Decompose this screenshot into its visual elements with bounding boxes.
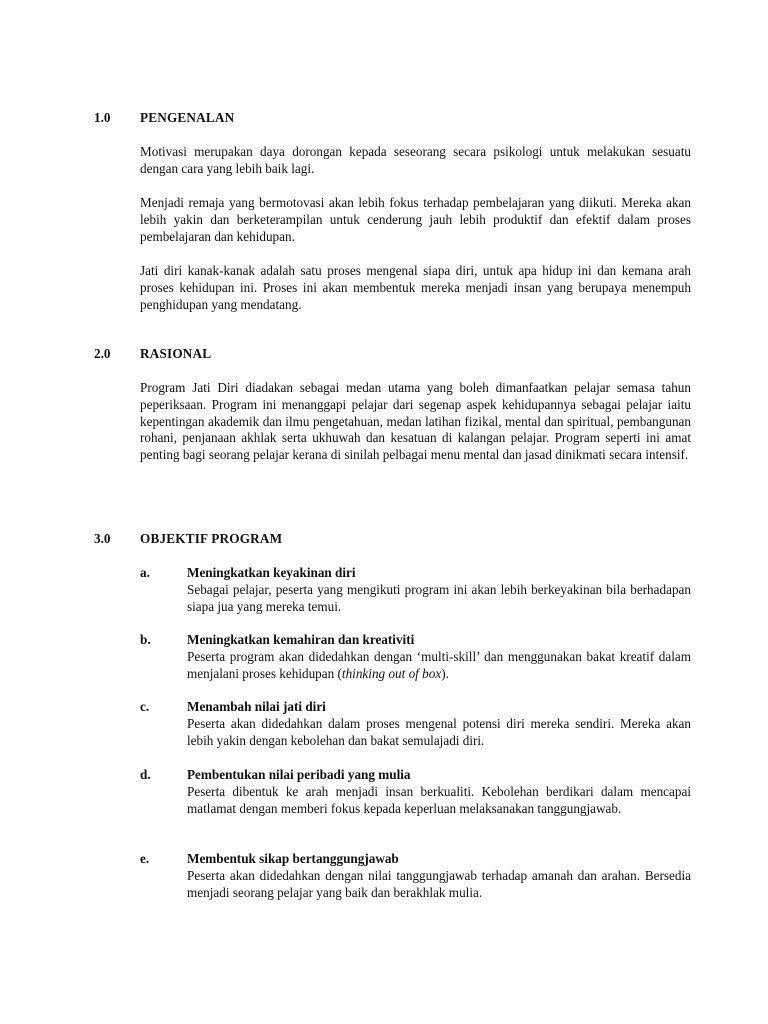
item-body: Peserta dibentuk ke arah menjadi insan berkualiti. Kebolehan berdikari dalam mencapai matlamat dengan memberi fokus kepada keperluan melaksanakan tanggungjawab. xyxy=(187,784,691,816)
item-body-end: ). xyxy=(441,665,449,681)
paragraph: Jati diri kanak-kanak adalah satu proses mengenal siapa diri, untuk apa hidup ini dan kemana arah proses kehidupan ini. Proses ini akan membentuk mereka menjadi insan yang berupaya menempuh penghidupan yang mendatang. xyxy=(140,263,691,312)
item-letter: c. xyxy=(140,699,150,714)
item-title: Menambah nilai jati diri xyxy=(187,699,326,714)
item-body-text: Peserta program akan didedahkan dengan ‘multi-skill’ dan menggunakan bakat kreatif dalam menjalani proses kehidupan ( xyxy=(187,649,691,681)
item-body xyxy=(187,649,691,683)
item-body: Peserta akan didedahkan dalam proses mengenal potensi diri mereka sendiri. Mereka akan lebih yakin dengan kebolehan dan bakat semulajadi diri. xyxy=(187,716,691,748)
item-letter: a. xyxy=(140,565,150,580)
section-title: OBJEKTIF PROGRAM xyxy=(140,531,283,546)
item-title: Meningkatkan kemahiran dan kreativiti xyxy=(187,632,415,647)
item-body: Peserta akan didedahkan dengan nilai tanggungjawab terhadap amanah dan arahan. Bersedia menjadi seorang pelajar yang baik dan berakhlak mulia. xyxy=(187,868,691,900)
paragraph: Program Jati Diri diadakan sebagai medan utama yang boleh dimanfaatkan pelajar semasa tahun peperiksaan. Program ini menanggapi pelajar dari segenap aspek kehidupannya sebagai pelajar iaitu kepentingan akademik dan ilmu pengetahuan, medan latihan fizikal, mental dan spiritual, pembangunan rohani, penjanaan akhlak serta ukhuwah dan kesatuan di kalangan pelajar. Program seperti ini amat penting bagi seorang pelajar kerana di sinilah pelbagai menu mental dan jasad dinikmati secara intensif. xyxy=(140,380,691,463)
section-number: 1.0 xyxy=(94,110,111,125)
section-number: 3.0 xyxy=(94,531,111,546)
section-title: RASIONAL xyxy=(140,346,212,361)
section-number: 2.0 xyxy=(94,346,111,361)
item-title: Membentuk sikap bertanggungjawab xyxy=(187,851,399,866)
item-body: Sebagai pelajar, peserta yang mengikuti program ini akan lebih berkeyakinan bila berhadapan siapa jua yang mereka temui. xyxy=(187,582,691,614)
item-title: Pembentukan nilai peribadi yang mulia xyxy=(187,767,411,782)
paragraph: Menjadi remaja yang bermotovasi akan lebih fokus terhadap pembelajaran yang diikuti. Mereka akan lebih yakin dan berketerampilan untuk cenderung jauh lebih produktif dan efektif dalam proses pembelajaran dan kehidupan. xyxy=(140,195,691,244)
section-title: PENGENALAN xyxy=(140,110,235,125)
item-letter: d. xyxy=(140,767,151,782)
item-title: Meningkatkan keyakinan diri xyxy=(187,565,356,580)
paragraph: Motivasi merupakan daya dorongan kepada seseorang secara psikologi untuk melakukan sesuatu dengan cara yang lebih baik lagi. xyxy=(140,144,691,176)
item-body-italic: thinking out of box xyxy=(341,665,442,681)
item-letter: e. xyxy=(140,851,150,866)
item-letter: b. xyxy=(140,632,151,647)
